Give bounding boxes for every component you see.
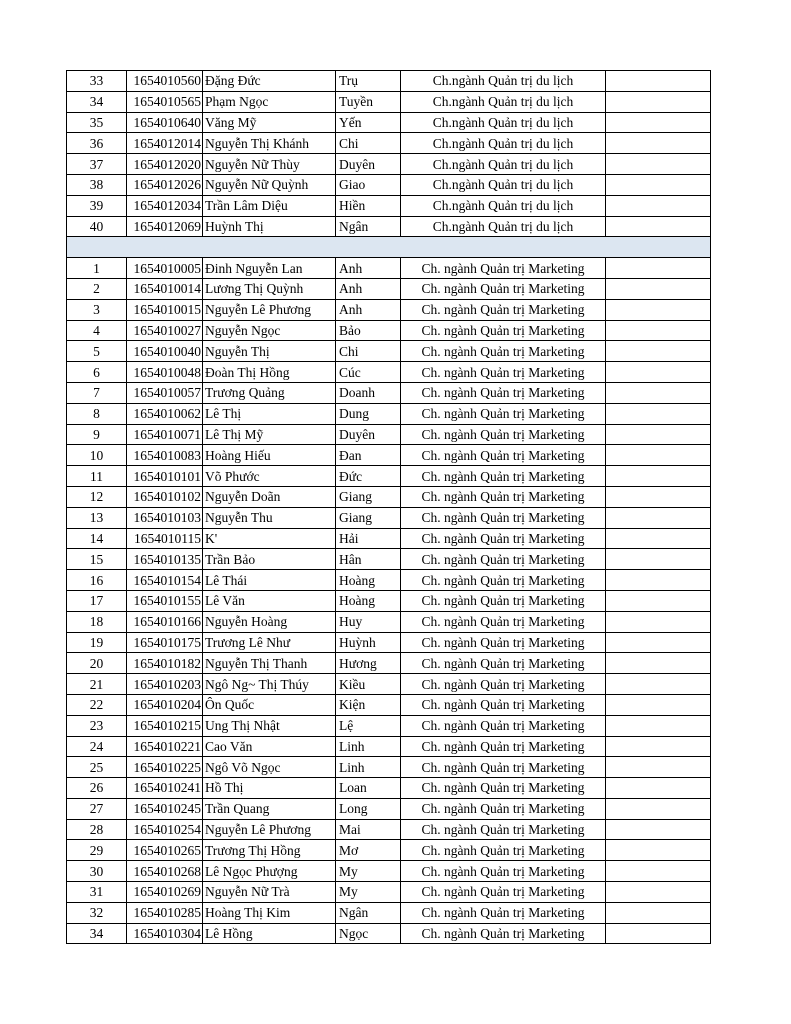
major-cell: Ch. ngành Quản trị Marketing — [401, 798, 606, 819]
student-id-cell: 1654010215 — [127, 715, 203, 736]
note-cell — [606, 798, 711, 819]
row-number-cell: 6 — [67, 362, 127, 383]
note-cell — [606, 486, 711, 507]
major-cell: Ch. ngành Quản trị Marketing — [401, 382, 606, 403]
table-row — [67, 590, 711, 611]
row-number-cell: 36 — [67, 133, 127, 154]
surname-cell: Lê Thị — [203, 403, 336, 424]
row-number-cell: 22 — [67, 694, 127, 715]
note-cell — [606, 507, 711, 528]
major-cell: Ch.ngành Quản trị du lịch — [401, 174, 606, 195]
given-name-cell: Chi — [336, 341, 401, 362]
row-number-cell: 12 — [67, 486, 127, 507]
table-row — [67, 653, 711, 674]
row-number-cell: 28 — [67, 819, 127, 840]
surname-cell: Lê Hồng — [203, 923, 336, 944]
surname-cell: Nguyễn Lê Phương — [203, 299, 336, 320]
student-id-cell: 1654010182 — [127, 653, 203, 674]
given-name-cell: Kiện — [336, 694, 401, 715]
row-number-cell: 15 — [67, 549, 127, 570]
student-id-cell: 1654012020 — [127, 154, 203, 175]
note-cell — [606, 91, 711, 112]
row-number-cell: 17 — [67, 590, 127, 611]
student-id-cell: 1654010048 — [127, 362, 203, 383]
given-name-cell: Đan — [336, 445, 401, 466]
student-id-cell: 1654010285 — [127, 902, 203, 923]
given-name-cell: Hoàng — [336, 590, 401, 611]
note-cell — [606, 715, 711, 736]
note-cell — [606, 674, 711, 695]
major-cell: Ch.ngành Quản trị du lịch — [401, 112, 606, 133]
note-cell — [606, 320, 711, 341]
major-cell: Ch. ngành Quản trị Marketing — [401, 278, 606, 299]
note-cell — [606, 590, 711, 611]
major-cell: Ch. ngành Quản trị Marketing — [401, 840, 606, 861]
major-cell: Ch. ngành Quản trị Marketing — [401, 736, 606, 757]
given-name-cell: Hải — [336, 528, 401, 549]
major-cell: Ch. ngành Quản trị Marketing — [401, 424, 606, 445]
student-id-cell: 1654010062 — [127, 403, 203, 424]
major-cell: Ch.ngành Quản trị du lịch — [401, 71, 606, 92]
student-id-cell: 1654010102 — [127, 486, 203, 507]
note-cell — [606, 861, 711, 882]
surname-cell: Đặng Đức — [203, 71, 336, 92]
major-cell: Ch.ngành Quản trị du lịch — [401, 195, 606, 216]
student-id-cell: 1654010304 — [127, 923, 203, 944]
table-row — [67, 278, 711, 299]
note-cell — [606, 570, 711, 591]
given-name-cell: Linh — [336, 757, 401, 778]
given-name-cell: Chi — [336, 133, 401, 154]
row-number-cell: 29 — [67, 840, 127, 861]
surname-cell: Huỳnh Thị — [203, 216, 336, 237]
table-row — [67, 216, 711, 237]
given-name-cell: Duyên — [336, 154, 401, 175]
given-name-cell: Lệ — [336, 715, 401, 736]
row-number-cell: 8 — [67, 403, 127, 424]
major-cell: Ch.ngành Quản trị du lịch — [401, 216, 606, 237]
given-name-cell: Mơ — [336, 840, 401, 861]
surname-cell: Lương Thị Quỳnh — [203, 278, 336, 299]
student-id-cell: 1654010057 — [127, 382, 203, 403]
row-number-cell: 10 — [67, 445, 127, 466]
surname-cell: Lê Thị Mỹ — [203, 424, 336, 445]
major-cell: Ch. ngành Quản trị Marketing — [401, 362, 606, 383]
given-name-cell: Loan — [336, 778, 401, 799]
note-cell — [606, 71, 711, 92]
note-cell — [606, 382, 711, 403]
given-name-cell: Huỳnh — [336, 632, 401, 653]
student-id-cell: 1654012026 — [127, 174, 203, 195]
surname-cell: Ôn Quốc — [203, 694, 336, 715]
surname-cell: Nguyễn Thị — [203, 341, 336, 362]
given-name-cell: Huy — [336, 611, 401, 632]
table-row — [67, 694, 711, 715]
student-id-cell: 1654010245 — [127, 798, 203, 819]
table-row — [67, 861, 711, 882]
given-name-cell: Ngân — [336, 902, 401, 923]
table-row — [67, 757, 711, 778]
surname-cell: Nguyễn Nữ Quỳnh — [203, 174, 336, 195]
surname-cell: Trương Lê Như — [203, 632, 336, 653]
row-number-cell: 30 — [67, 861, 127, 882]
given-name-cell: Giang — [336, 486, 401, 507]
surname-cell: Ung Thị Nhật — [203, 715, 336, 736]
table-row — [67, 299, 711, 320]
major-cell: Ch. ngành Quản trị Marketing — [401, 715, 606, 736]
row-number-cell: 24 — [67, 736, 127, 757]
given-name-cell: Long — [336, 798, 401, 819]
given-name-cell: Hân — [336, 549, 401, 570]
surname-cell: Lê Thái — [203, 570, 336, 591]
row-number-cell: 32 — [67, 902, 127, 923]
group-separator-cell — [67, 237, 711, 258]
student-id-cell: 1654010560 — [127, 71, 203, 92]
row-number-cell: 1 — [67, 258, 127, 279]
major-cell: Ch. ngành Quản trị Marketing — [401, 923, 606, 944]
major-cell: Ch. ngành Quản trị Marketing — [401, 653, 606, 674]
row-number-cell: 34 — [67, 91, 127, 112]
note-cell — [606, 528, 711, 549]
surname-cell: Nguyễn Doãn — [203, 486, 336, 507]
row-number-cell: 23 — [67, 715, 127, 736]
note-cell — [606, 424, 711, 445]
note-cell — [606, 299, 711, 320]
major-cell: Ch. ngành Quản trị Marketing — [401, 445, 606, 466]
given-name-cell: Kiều — [336, 674, 401, 695]
given-name-cell: Cúc — [336, 362, 401, 383]
surname-cell: Nguyễn Nữ Thùy — [203, 154, 336, 175]
major-cell: Ch. ngành Quản trị Marketing — [401, 632, 606, 653]
note-cell — [606, 216, 711, 237]
row-number-cell: 11 — [67, 466, 127, 487]
note-cell — [606, 278, 711, 299]
row-number-cell: 14 — [67, 528, 127, 549]
table-row — [67, 570, 711, 591]
major-cell: Ch. ngành Quản trị Marketing — [401, 902, 606, 923]
given-name-cell: Dung — [336, 403, 401, 424]
note-cell — [606, 611, 711, 632]
major-cell: Ch.ngành Quản trị du lịch — [401, 133, 606, 154]
note-cell — [606, 549, 711, 570]
table-row — [67, 362, 711, 383]
row-number-cell: 21 — [67, 674, 127, 695]
surname-cell: Nguyễn Nữ Trà — [203, 882, 336, 903]
table-row — [67, 341, 711, 362]
row-number-cell: 3 — [67, 299, 127, 320]
table-row — [67, 736, 711, 757]
student-id-cell: 1654010101 — [127, 466, 203, 487]
student-list-body — [67, 71, 711, 944]
table-row — [67, 819, 711, 840]
table-row — [67, 382, 711, 403]
student-list-table — [66, 70, 711, 944]
surname-cell: Nguyễn Thu — [203, 507, 336, 528]
row-number-cell: 5 — [67, 341, 127, 362]
given-name-cell: Hương — [336, 653, 401, 674]
note-cell — [606, 736, 711, 757]
student-id-cell: 1654010071 — [127, 424, 203, 445]
given-name-cell: Trụ — [336, 71, 401, 92]
major-cell: Ch. ngành Quản trị Marketing — [401, 819, 606, 840]
table-row — [67, 403, 711, 424]
table-row — [67, 798, 711, 819]
student-id-cell: 1654010154 — [127, 570, 203, 591]
table-row — [67, 486, 711, 507]
student-id-cell: 1654012034 — [127, 195, 203, 216]
row-number-cell: 19 — [67, 632, 127, 653]
note-cell — [606, 923, 711, 944]
note-cell — [606, 466, 711, 487]
given-name-cell: Hiền — [336, 195, 401, 216]
note-cell — [606, 694, 711, 715]
row-number-cell: 9 — [67, 424, 127, 445]
table-row — [67, 195, 711, 216]
table-row — [67, 902, 711, 923]
major-cell: Ch. ngành Quản trị Marketing — [401, 507, 606, 528]
surname-cell: Trần Lâm Diệu — [203, 195, 336, 216]
surname-cell: Nguyễn Hoàng — [203, 611, 336, 632]
major-cell: Ch. ngành Quản trị Marketing — [401, 299, 606, 320]
surname-cell: Cao Văn — [203, 736, 336, 757]
major-cell: Ch. ngành Quản trị Marketing — [401, 403, 606, 424]
student-id-cell: 1654010015 — [127, 299, 203, 320]
surname-cell: Ngô Ng~ Thị Thúy — [203, 674, 336, 695]
major-cell: Ch. ngành Quản trị Marketing — [401, 674, 606, 695]
table-row — [67, 674, 711, 695]
given-name-cell: My — [336, 882, 401, 903]
major-cell: Ch. ngành Quản trị Marketing — [401, 528, 606, 549]
given-name-cell: Doanh — [336, 382, 401, 403]
surname-cell: Hoàng Thị Kim — [203, 902, 336, 923]
row-number-cell: 34 — [67, 923, 127, 944]
row-number-cell: 18 — [67, 611, 127, 632]
note-cell — [606, 154, 711, 175]
note-cell — [606, 195, 711, 216]
surname-cell: Nguyễn Thị Thanh — [203, 653, 336, 674]
major-cell: Ch. ngành Quản trị Marketing — [401, 590, 606, 611]
student-id-cell: 1654010083 — [127, 445, 203, 466]
note-cell — [606, 819, 711, 840]
major-cell: Ch. ngành Quản trị Marketing — [401, 320, 606, 341]
student-id-cell: 1654010565 — [127, 91, 203, 112]
student-id-cell: 1654010135 — [127, 549, 203, 570]
major-cell: Ch.ngành Quản trị du lịch — [401, 154, 606, 175]
row-number-cell: 27 — [67, 798, 127, 819]
note-cell — [606, 258, 711, 279]
row-number-cell: 13 — [67, 507, 127, 528]
given-name-cell: Bảo — [336, 320, 401, 341]
major-cell: Ch. ngành Quản trị Marketing — [401, 611, 606, 632]
table-row — [67, 549, 711, 570]
row-number-cell: 7 — [67, 382, 127, 403]
table-row — [67, 133, 711, 154]
table-row — [67, 91, 711, 112]
note-cell — [606, 653, 711, 674]
table-row — [67, 71, 711, 92]
surname-cell: Hoàng Hiếu — [203, 445, 336, 466]
student-id-cell: 1654010115 — [127, 528, 203, 549]
given-name-cell: Anh — [336, 299, 401, 320]
row-number-cell: 20 — [67, 653, 127, 674]
surname-cell: K' — [203, 528, 336, 549]
major-cell: Ch. ngành Quản trị Marketing — [401, 861, 606, 882]
given-name-cell: Ngân — [336, 216, 401, 237]
table-row — [67, 320, 711, 341]
group-separator-row — [67, 237, 711, 258]
given-name-cell: Linh — [336, 736, 401, 757]
given-name-cell: Đức — [336, 466, 401, 487]
table-row — [67, 424, 711, 445]
student-id-cell: 1654010225 — [127, 757, 203, 778]
row-number-cell: 37 — [67, 154, 127, 175]
table-row — [67, 445, 711, 466]
given-name-cell: Duyên — [336, 424, 401, 445]
surname-cell: Phạm Ngọc — [203, 91, 336, 112]
given-name-cell: Anh — [336, 278, 401, 299]
surname-cell: Nguyễn Lê Phương — [203, 819, 336, 840]
student-id-cell: 1654010166 — [127, 611, 203, 632]
surname-cell: Văng Mỹ — [203, 112, 336, 133]
table-row — [67, 611, 711, 632]
student-id-cell: 1654012069 — [127, 216, 203, 237]
surname-cell: Trần Bảo — [203, 549, 336, 570]
surname-cell: Võ Phước — [203, 466, 336, 487]
student-id-cell: 1654012014 — [127, 133, 203, 154]
surname-cell: Đoàn Thị Hồng — [203, 362, 336, 383]
student-id-cell: 1654010265 — [127, 840, 203, 861]
given-name-cell: Giang — [336, 507, 401, 528]
surname-cell: Trần Quang — [203, 798, 336, 819]
student-id-cell: 1654010203 — [127, 674, 203, 695]
student-id-cell: 1654010221 — [127, 736, 203, 757]
given-name-cell: Anh — [336, 258, 401, 279]
surname-cell: Trương Thị Hồng — [203, 840, 336, 861]
given-name-cell: Tuyền — [336, 91, 401, 112]
table-row — [67, 840, 711, 861]
major-cell: Ch. ngành Quản trị Marketing — [401, 486, 606, 507]
note-cell — [606, 840, 711, 861]
major-cell: Ch. ngành Quản trị Marketing — [401, 778, 606, 799]
note-cell — [606, 778, 711, 799]
row-number-cell: 33 — [67, 71, 127, 92]
given-name-cell: Hoàng — [336, 570, 401, 591]
surname-cell: Lê Văn — [203, 590, 336, 611]
major-cell: Ch. ngành Quản trị Marketing — [401, 882, 606, 903]
major-cell: Ch. ngành Quản trị Marketing — [401, 570, 606, 591]
major-cell: Ch. ngành Quản trị Marketing — [401, 341, 606, 362]
note-cell — [606, 403, 711, 424]
note-cell — [606, 445, 711, 466]
table-row — [67, 258, 711, 279]
table-row — [67, 174, 711, 195]
student-id-cell: 1654010241 — [127, 778, 203, 799]
row-number-cell: 39 — [67, 195, 127, 216]
row-number-cell: 31 — [67, 882, 127, 903]
student-id-cell: 1654010103 — [127, 507, 203, 528]
student-id-cell: 1654010204 — [127, 694, 203, 715]
major-cell: Ch. ngành Quản trị Marketing — [401, 466, 606, 487]
surname-cell: Ngô Võ Ngọc — [203, 757, 336, 778]
surname-cell: Nguyễn Ngọc — [203, 320, 336, 341]
student-id-cell: 1654010027 — [127, 320, 203, 341]
surname-cell: Hồ Thị — [203, 778, 336, 799]
row-number-cell: 40 — [67, 216, 127, 237]
student-id-cell: 1654010175 — [127, 632, 203, 653]
row-number-cell: 26 — [67, 778, 127, 799]
row-number-cell: 25 — [67, 757, 127, 778]
student-id-cell: 1654010640 — [127, 112, 203, 133]
student-id-cell: 1654010005 — [127, 258, 203, 279]
table-row — [67, 112, 711, 133]
student-id-cell: 1654010040 — [127, 341, 203, 362]
note-cell — [606, 632, 711, 653]
student-id-cell: 1654010014 — [127, 278, 203, 299]
surname-cell: Trương Quảng — [203, 382, 336, 403]
note-cell — [606, 112, 711, 133]
surname-cell: Nguyễn Thị Khánh — [203, 133, 336, 154]
major-cell: Ch. ngành Quản trị Marketing — [401, 757, 606, 778]
note-cell — [606, 174, 711, 195]
row-number-cell: 4 — [67, 320, 127, 341]
major-cell: Ch.ngành Quản trị du lịch — [401, 91, 606, 112]
table-row — [67, 715, 711, 736]
row-number-cell: 35 — [67, 112, 127, 133]
given-name-cell: Giao — [336, 174, 401, 195]
note-cell — [606, 341, 711, 362]
student-id-cell: 1654010268 — [127, 861, 203, 882]
student-id-cell: 1654010269 — [127, 882, 203, 903]
table-row — [67, 154, 711, 175]
table-row — [67, 923, 711, 944]
major-cell: Ch. ngành Quản trị Marketing — [401, 258, 606, 279]
note-cell — [606, 902, 711, 923]
student-id-cell: 1654010155 — [127, 590, 203, 611]
table-row — [67, 466, 711, 487]
note-cell — [606, 362, 711, 383]
row-number-cell: 38 — [67, 174, 127, 195]
student-id-cell: 1654010254 — [127, 819, 203, 840]
table-row — [67, 528, 711, 549]
major-cell: Ch. ngành Quản trị Marketing — [401, 549, 606, 570]
given-name-cell: My — [336, 861, 401, 882]
row-number-cell: 2 — [67, 278, 127, 299]
surname-cell: Lê Ngọc Phượng — [203, 861, 336, 882]
table-row — [67, 507, 711, 528]
given-name-cell: Mai — [336, 819, 401, 840]
given-name-cell: Yến — [336, 112, 401, 133]
note-cell — [606, 882, 711, 903]
note-cell — [606, 133, 711, 154]
surname-cell: Đinh Nguyễn Lan — [203, 258, 336, 279]
table-row — [67, 632, 711, 653]
given-name-cell: Ngọc — [336, 923, 401, 944]
note-cell — [606, 757, 711, 778]
row-number-cell: 16 — [67, 570, 127, 591]
table-row — [67, 882, 711, 903]
table-row — [67, 778, 711, 799]
major-cell: Ch. ngành Quản trị Marketing — [401, 694, 606, 715]
